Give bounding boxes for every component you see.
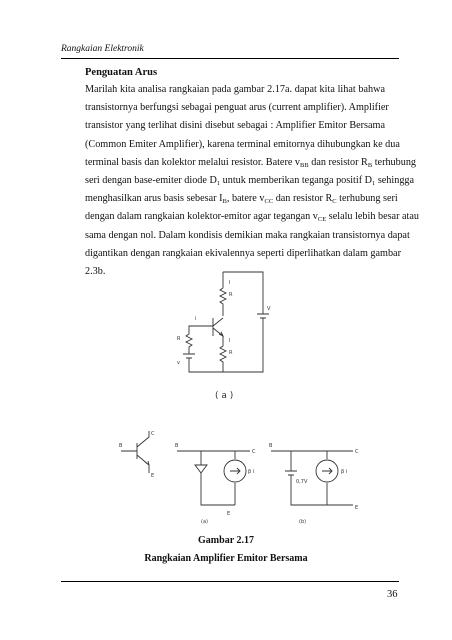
circuit-diagram-a xyxy=(165,268,285,416)
label-beta2: β i xyxy=(341,469,348,475)
para-line: terminal basis dan kolektor melalui resistor. Batere $v_{BB}$ dan resistor $R_B$ terhubung xyxy=(85,156,417,169)
label-ie: I xyxy=(229,338,231,344)
label-c2: C xyxy=(252,449,256,455)
para-line: 2.3b. xyxy=(85,266,106,278)
label-c3: C xyxy=(355,449,359,455)
para-line: digantikan dengan rangkaian ekivalennya seperti diperlihatkan dalam gambar xyxy=(85,247,401,259)
header-rule xyxy=(61,58,399,59)
label-e2: E xyxy=(227,511,231,517)
label-re: R xyxy=(229,350,233,356)
figure-number: Gambar 2.17 xyxy=(198,535,254,546)
label-rb: R xyxy=(177,336,181,342)
footer-rule xyxy=(61,581,399,582)
sub-label-2: (b) xyxy=(299,519,307,525)
label-ic: I xyxy=(229,280,231,286)
running-header: Rangkaian Elektronik xyxy=(61,44,144,54)
figure-caption: Rangkaian Amplifier Emitor Bersama xyxy=(144,553,308,564)
collector-resistor xyxy=(220,272,226,316)
page-number: 36 xyxy=(387,589,398,600)
label-vbb: v xyxy=(177,360,180,366)
section-title: Penguatan Arus xyxy=(85,67,158,78)
circuit-diagram-b xyxy=(115,427,365,527)
para-line: sama dengan nol. Dalam kondisis demikian maka rangkaian transistornya dapat xyxy=(85,229,410,241)
figure-a-label: ( a ) xyxy=(215,391,234,401)
diode-model xyxy=(177,451,250,505)
para-line: Marilah kita analisa rangkaian pada gambar 2.17a. dapat kita lihat bahwa xyxy=(85,84,385,95)
para-line: dengan dalam rangkaian kolektor-emitor agar tegangan $v_{CE}$ selalu lebih besar atau xyxy=(85,211,419,224)
label-b2: B xyxy=(175,443,179,449)
label-rc: R xyxy=(229,292,233,298)
label-b1: B xyxy=(119,443,123,449)
label-c1: C xyxy=(151,431,155,437)
label-e1: E xyxy=(151,473,155,479)
transistor-symbol xyxy=(121,431,149,473)
label-e3: E xyxy=(355,505,359,511)
label-ib: i xyxy=(195,316,197,322)
emitter-resistor xyxy=(220,336,226,372)
para-line: menghasilkan arus basis sebesar $I_B$, batere $v_{CC}$ dan resistor $R_C$ terhubung seri xyxy=(85,193,398,206)
base-loop xyxy=(183,326,223,372)
label-vcc: V xyxy=(267,306,271,312)
para-line: (Common Emiter Amplifier), karena terminal emitornya dihubungkan ke dua xyxy=(85,138,400,150)
label-beta1: β i xyxy=(248,469,255,475)
para-line: transistornya berfungsi sebagai penguat arus (current amplifier). Amplifier xyxy=(85,102,389,114)
battery-model xyxy=(271,451,353,505)
label-volt: 0,7V xyxy=(296,479,308,485)
para-line: transistor yang terlihat disini disebut sebagai : Amplifier Emitor Bersama xyxy=(85,120,385,132)
transistor xyxy=(213,318,223,336)
label-b3: B xyxy=(269,443,273,449)
body-paragraph xyxy=(85,81,419,281)
para-line: seri dengan base-emiter diode $D_1$ untuk memberikan teganga positif $D_1$ sehingga xyxy=(85,175,415,188)
vcc-battery xyxy=(223,272,269,372)
sub-label-1: (a) xyxy=(201,519,208,525)
